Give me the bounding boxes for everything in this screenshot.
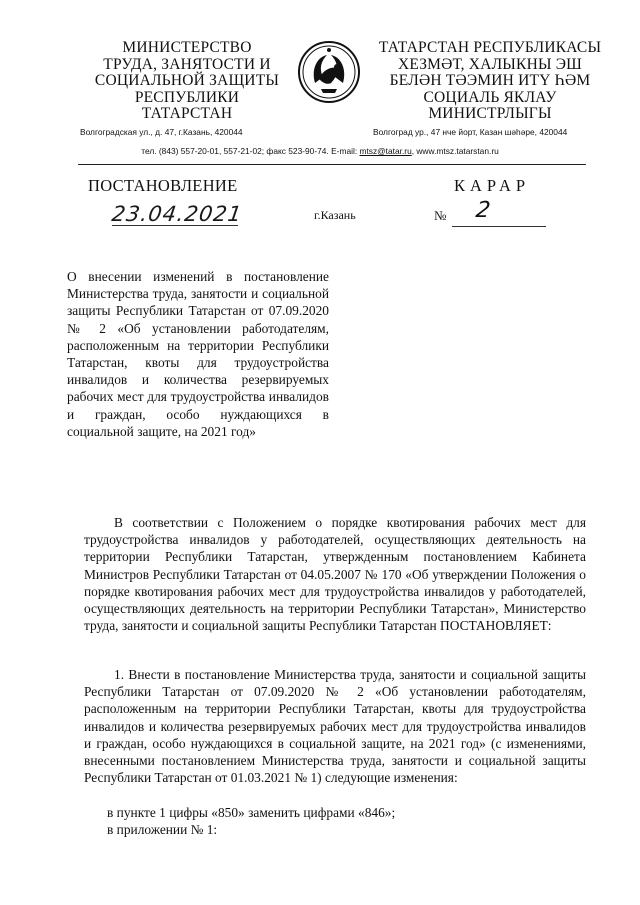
clause-1-paragraph [84,666,586,786]
header-right-line: БЕЛӘН ТӘЭМИН ИТҮ ҺӘМ [389,72,591,89]
preamble-paragraph [84,514,586,634]
doc-type-russian: ПОСТАНОВЛЕНИЕ [88,176,238,195]
ministry-name-russian [62,40,312,123]
header-left-line: ТРУДА, ЗАНЯТОСТИ И [103,55,271,73]
number-sign: № [434,208,447,223]
contacts-phone: тел. (843) 557-20-01, 557-21-02; факс 523-90-74. E-mail: [141,146,360,156]
contacts-website: , www.mtsz.tatarstan.ru [411,146,499,156]
address-tatar: Волгоград ур., 47 нче йорт, Казан шәһәре, 420044 [373,127,568,137]
doc-type-tatar: КАРАР [454,176,531,195]
clause-item-2: в приложении № 1: [107,822,218,837]
header-left-line: МИНИСТЕРСТВО [122,39,252,56]
header-right-line: ТАТАРСТАН РЕСПУБЛИКАСЫ [378,39,602,56]
clause-item-1: в пункте 1 цифры «850» заменить цифрами «846»; [107,805,396,820]
date-underline [112,225,238,226]
city-label: г.Казань [314,208,356,222]
title-text: О внесении изменений в постановление Министерства труда, занятости и социальной защиты Республики Татарстан от 07.09.2020 № 2 «Об установлении работодателям, расположенным на территории Республики Татарстан, квоты для трудоустройства инвалидов и количества резервируемых рабочих мест для трудоустройства инвалидов и граждан, особо нуждающихся в социальной защите, на 2021 год» [67,269,329,439]
header-right-line: МИНИСТРЛЫГЫ [428,105,552,122]
handwritten-number: 2 [474,198,492,223]
contacts-line [0,146,640,156]
clause-1-text: 1. Внести в постановление Министерства труда, занятости и социальной защиты Республики Татарстан от 07.09.2020 № 2 «Об установлении работодателям, расположенным на территории Республики Татарстан, квоты для трудоустройства инвалидов и количества резервируемых рабочих мест для трудоустройства инвалидов и граждан, особо нуждающихся в социальной защите, на 2021 год» (с изменениями, внесенными постановлением Министерства труда, занятости и социальной защиты Республики Татарстан от 01.03.2021 № 1) следующие изменения: [84,667,586,786]
address-russian: Волгоградская ул., д. 47, г.Казань, 420044 [80,127,243,137]
header-left-line: СОЦИАЛЬНОЙ ЗАЩИТЫ [94,72,280,89]
header-left-line: ТАТАРСТАН [141,105,233,122]
email-link[interactable]: mtsz@tatar.ru [359,146,412,156]
header-right-line: СОЦИАЛЬ ЯКЛАУ [423,88,557,106]
handwritten-date: 23.04.2021 [110,202,244,226]
header-divider [78,164,586,165]
preamble-text: В соответствии с Положением о порядке квотирования рабочих мест для трудоустройства инвалидов у работодателей, осуществляющих деятельность на территории Республики Татарстан, утвержденным постановлением Кабинета Министров Республики Татарстан от 04.05.2007 № 170 «Об утверждении Положения о порядке квотирования рабочих мест для трудоустройства инвалидов у работодателей, осуществляющих деятельность на территории Республики Татарстан», Министерство труда, занятости и социальной защиты Республики Татарстан ПОСТАНОВЛЯЕТ: [84,515,586,634]
number-underline [452,226,546,227]
header-left-line: РЕСПУБЛИКИ [134,88,240,106]
document-title [67,268,329,440]
header-right-line: ХЕЗМӘТ, ХАЛЫКНЫ ЭШ [397,55,583,73]
ministry-name-tatar [355,40,625,123]
tatarstan-emblem-icon [297,39,361,105]
